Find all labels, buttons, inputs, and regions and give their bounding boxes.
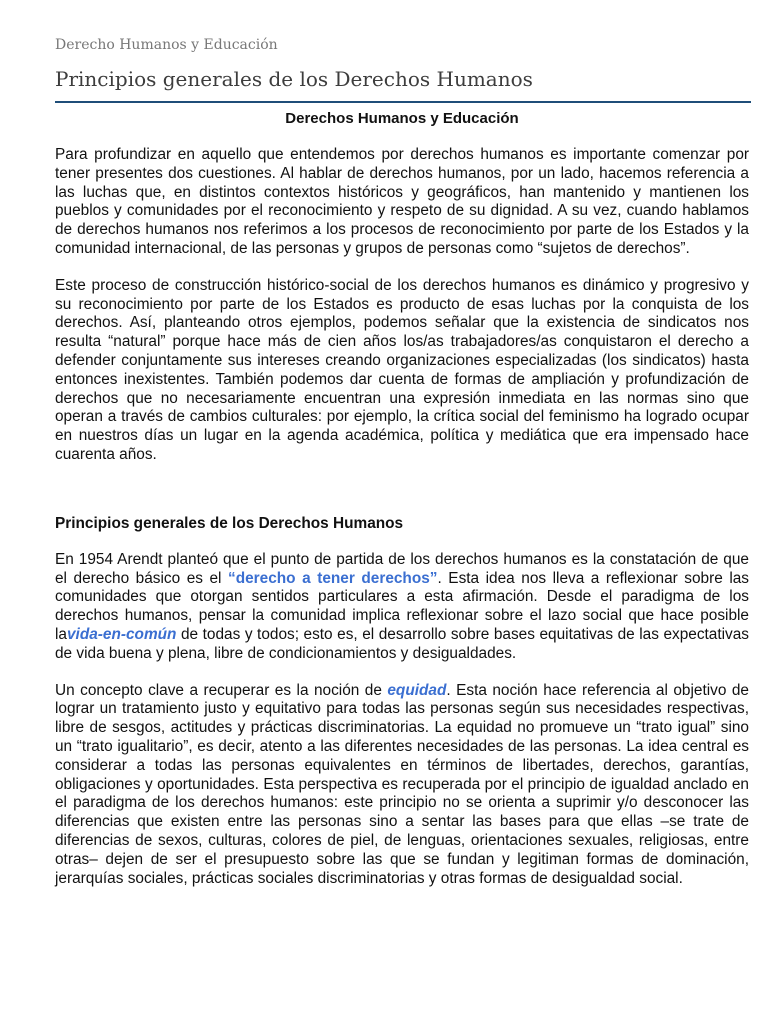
paragraph-3-text-b: . Esta idea nos lleva a reflexionar sobre las comunidades que otorgan sentidos particulares a esta afirmación. Desde el paradigma de los derechos humanos, pensar la comunidad implica reflexionar sobre el lazo social que hace posible la <box>55 569 750 643</box>
highlight-equidad: equidad <box>387 681 447 699</box>
breadcrumb: Derecho Humanos y Educación <box>55 37 278 53</box>
highlight-derecho-a-tener-derechos: “derecho a tener derechos” <box>228 569 438 587</box>
paragraph-4 <box>55 682 749 889</box>
paragraph-1: Para profundizar en aquello que entendemos por derechos humanos es importante comenzar por tener presentes dos cuestiones. Al hablar de derechos humanos, por un lado, hacemos referencia a las luchas que, en distintos contextos históricos y geográficos, han mantenido y mantienen los pueblos y comunidades por el reconocimiento y respeto de su dignidad. A su vez, cuando hablamos de derechos humanos nos referimos a los procesos de reconocimiento por parte de los Estados y la comunidad internacional, de las personas y grupos de personas como “sujetos de derechos”. <box>55 146 749 257</box>
page-title: Principios generales de los Derechos Humanos <box>55 67 533 91</box>
section-heading-education: Derechos Humanos y Educación <box>285 110 519 127</box>
paragraph-3 <box>55 551 749 664</box>
document-header <box>55 34 751 94</box>
highlight-vida-en-comun: vida-en-común <box>66 625 177 643</box>
section-heading-principles: Principios generales de los Derechos Humanos <box>55 514 404 532</box>
paragraph-2: Este proceso de construcción histórico-social de los derechos humanos es dinámico y progresivo y su reconocimiento por parte de los Estados es producto de esas luchas por la conquista de los derechos. Así, planteando otros ejemplos, podemos señalar que la existencia de sindicatos nos resulta “natural” porque hace más de cien años los/as trabajadores/as conquistaron el derecho a defender conjuntamente sus intereses creando organizaciones especializadas (los sindicatos) hasta entonces inexistentes. También podemos dar cuenta de formas de ampliación y profundización de derechos que no necesariamente encuentran una expresión inmediata en las normas sino que operan a través de cambios culturales: por ejemplo, la crítica social del feminismo ha logrado ocupar en nuestros días un lugar en la agenda académica, política y mediática que era impensado hace cuarenta años. <box>55 276 749 463</box>
paragraph-3-text-c: de todas y todos; esto es, el desarrollo sobre bases equitativas de las expectativas de vida buena y plena, libre de condicionamientos y desigualdades. <box>55 625 749 662</box>
paragraph-4-text-a: Un concepto clave a recuperar es la noción de <box>55 681 388 699</box>
header-divider <box>55 101 751 103</box>
document-body <box>55 108 749 888</box>
paragraph-4-text-b: . Esta noción hace referencia al objetivo de lograr un tratamiento justo y equitativo para todas las personas según sus necesidades respectivas, libre de sesgos, actitudes y prácticas discriminatorias. La equidad no promueve un “trato igual” sino un “trato igualitario”, es decir, atento a las diferentes necesidades de las personas. La idea central es considerar a todas las personas equivalentes en términos de libertades, derechos, garantías, obligaciones y oportunidades. Esta perspectiva es recuperada por el principio de igualdad anclado en el paradigma de los derechos humanos: este principio no se orienta a suprimir y/o desconocer las diferencias que existen entre las personas sino a sentar las bases para que ellas –se trate de diferencias de sexos, culturas, colores de piel, de lenguas, orientaciones sexuales, religiosas, entre otras– dejen de ser el presupuesto sobre las que se fundan y legitiman formas de dominación, jerarquías sociales, prácticas sociales discriminatorias y otras formas de desigualdad social. <box>55 681 749 887</box>
paragraph-3-text-a: En 1954 Arendt planteó que el punto de partida de los derechos humanos es la constatación de que el derecho básico es el <box>55 550 749 587</box>
